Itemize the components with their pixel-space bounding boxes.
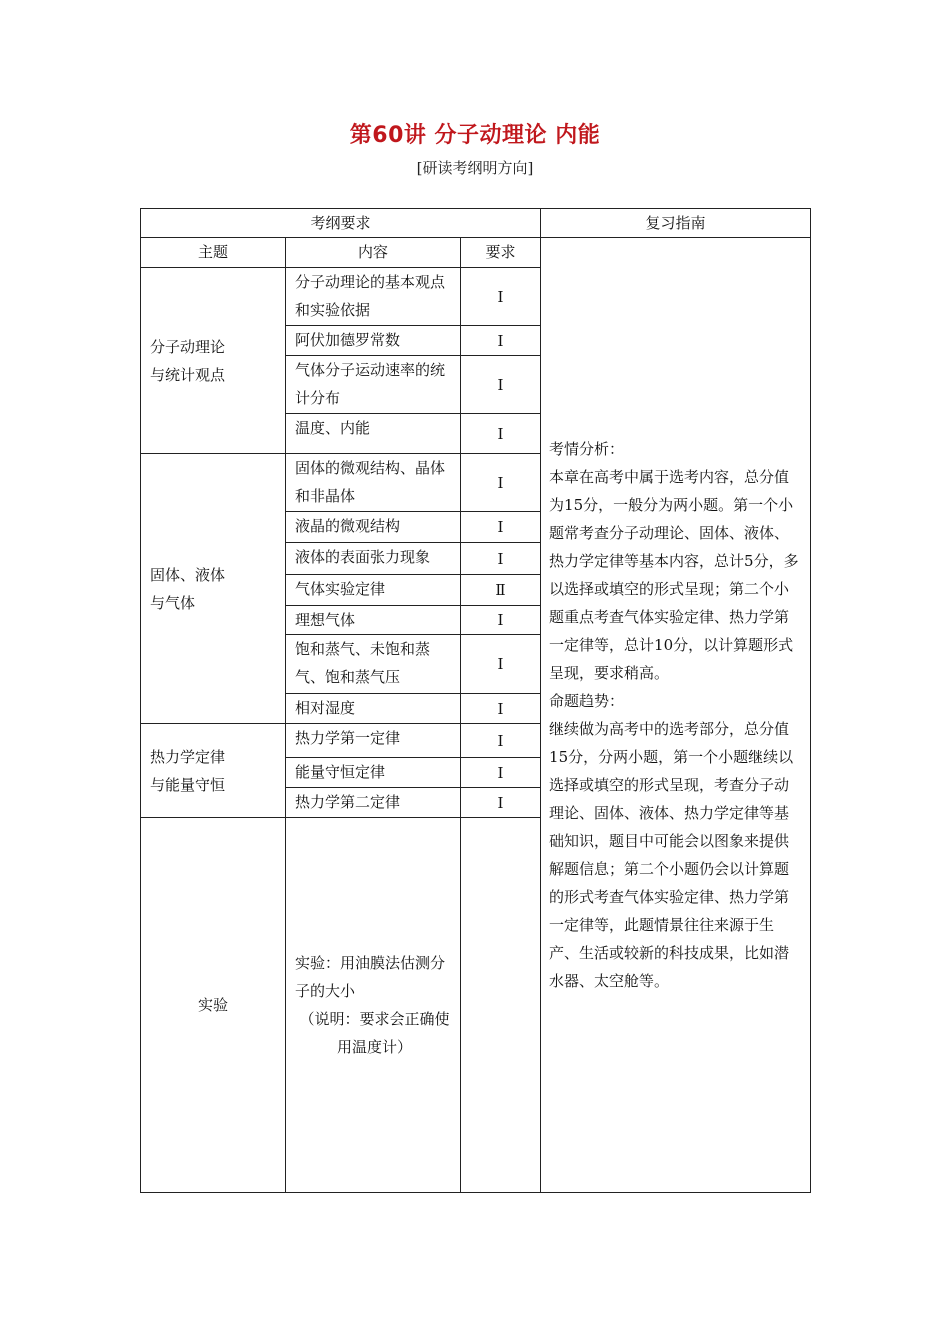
experiment-note: （说明：要求会正确使用温度计） bbox=[299, 1010, 450, 1056]
topic-thermodynamics: 热力学定律 与能量守恒 bbox=[141, 724, 286, 818]
content-row: 气体分子运动速率的统计分布 bbox=[286, 356, 461, 414]
content-row: 液体的表面张力现象 bbox=[286, 543, 461, 575]
content-row: 阿伏加德罗常数 bbox=[286, 326, 461, 356]
requirement-level: Ⅰ bbox=[461, 606, 541, 635]
requirement-level: Ⅰ bbox=[461, 758, 541, 788]
requirement-level: Ⅰ bbox=[461, 414, 541, 454]
topic-experiment: 实验 bbox=[141, 818, 286, 1193]
syllabus-table bbox=[140, 208, 811, 1193]
content-row: 分子动理论的基本观点和实验依据 bbox=[286, 268, 461, 326]
requirement-level: Ⅰ bbox=[461, 454, 541, 512]
content-row: 理想气体 bbox=[286, 606, 461, 635]
content-row: 热力学第二定律 bbox=[286, 788, 461, 818]
requirement-level: Ⅰ bbox=[461, 635, 541, 694]
content-row: 饱和蒸气、未饱和蒸气、饱和蒸气压 bbox=[286, 635, 461, 694]
requirement-level: Ⅰ bbox=[461, 326, 541, 356]
page-title: 第60讲 分子动理论 内能 bbox=[349, 123, 601, 148]
col-header-topic: 主题 bbox=[141, 238, 286, 268]
content-row: 相对湿度 bbox=[286, 694, 461, 724]
content-row: 固体的微观结构、晶体和非晶体 bbox=[286, 454, 461, 512]
topic-kinetic-theory: 分子动理论 与统计观点 bbox=[141, 268, 286, 454]
header-guide: 复习指南 bbox=[541, 209, 811, 238]
content-row: 能量守恒定律 bbox=[286, 758, 461, 788]
page-subtitle: [研读考纲明方向] bbox=[416, 159, 534, 177]
requirement-level bbox=[461, 818, 541, 1193]
requirement-level: Ⅰ bbox=[461, 512, 541, 543]
col-header-requirement: 要求 bbox=[461, 238, 541, 268]
header-syllabus: 考纲要求 bbox=[141, 209, 541, 238]
requirement-level: Ⅱ bbox=[461, 575, 541, 606]
experiment-description: 实验：用油膜法估测分子的大小 bbox=[295, 954, 446, 1000]
experiment-content bbox=[286, 818, 461, 1193]
col-header-content: 内容 bbox=[286, 238, 461, 268]
requirement-level: Ⅰ bbox=[461, 356, 541, 414]
requirement-level: Ⅰ bbox=[461, 788, 541, 818]
requirement-level: Ⅰ bbox=[461, 268, 541, 326]
review-guide-cell bbox=[541, 238, 811, 1193]
analysis-heading: 考情分析： bbox=[549, 440, 625, 458]
content-row: 温度、内能 bbox=[286, 414, 461, 454]
analysis-text: 本章在高考中属于选考内容，总分值为15分，一般分为两小题。第一个小题常考查分子动理论、固体、液体、热力学定律等基本内容，总计5分，多以选择或填空的形式呈现；第二个小题重点考查气体实验定律、热力学第一定律等，总计10分，以计算题形式呈现，要求稍高。 bbox=[549, 468, 799, 682]
topic-solids-liquids-gases: 固体、液体 与气体 bbox=[141, 454, 286, 724]
content-row: 热力学第一定律 bbox=[286, 724, 461, 758]
requirement-level: Ⅰ bbox=[461, 694, 541, 724]
content-row: 气体实验定律 bbox=[286, 575, 461, 606]
requirement-level: Ⅰ bbox=[461, 724, 541, 758]
trend-heading: 命题趋势： bbox=[549, 692, 625, 710]
trend-text: 继续做为高考中的选考部分，总分值15分，分两小题，第一个小题继续以选择或填空的形式呈现，考查分子动理论、固体、液体、热力学定律等基础知识，题目中可能会以图象来提供解题信息；第二个小题仍会以计算题的形式考查气体实验定律、热力学第一定律等，此题情景往往来源于生产、生活或较新的科技成果，比如潜水器、太空舱等。 bbox=[549, 720, 794, 990]
requirement-level: Ⅰ bbox=[461, 543, 541, 575]
content-row: 液晶的微观结构 bbox=[286, 512, 461, 543]
